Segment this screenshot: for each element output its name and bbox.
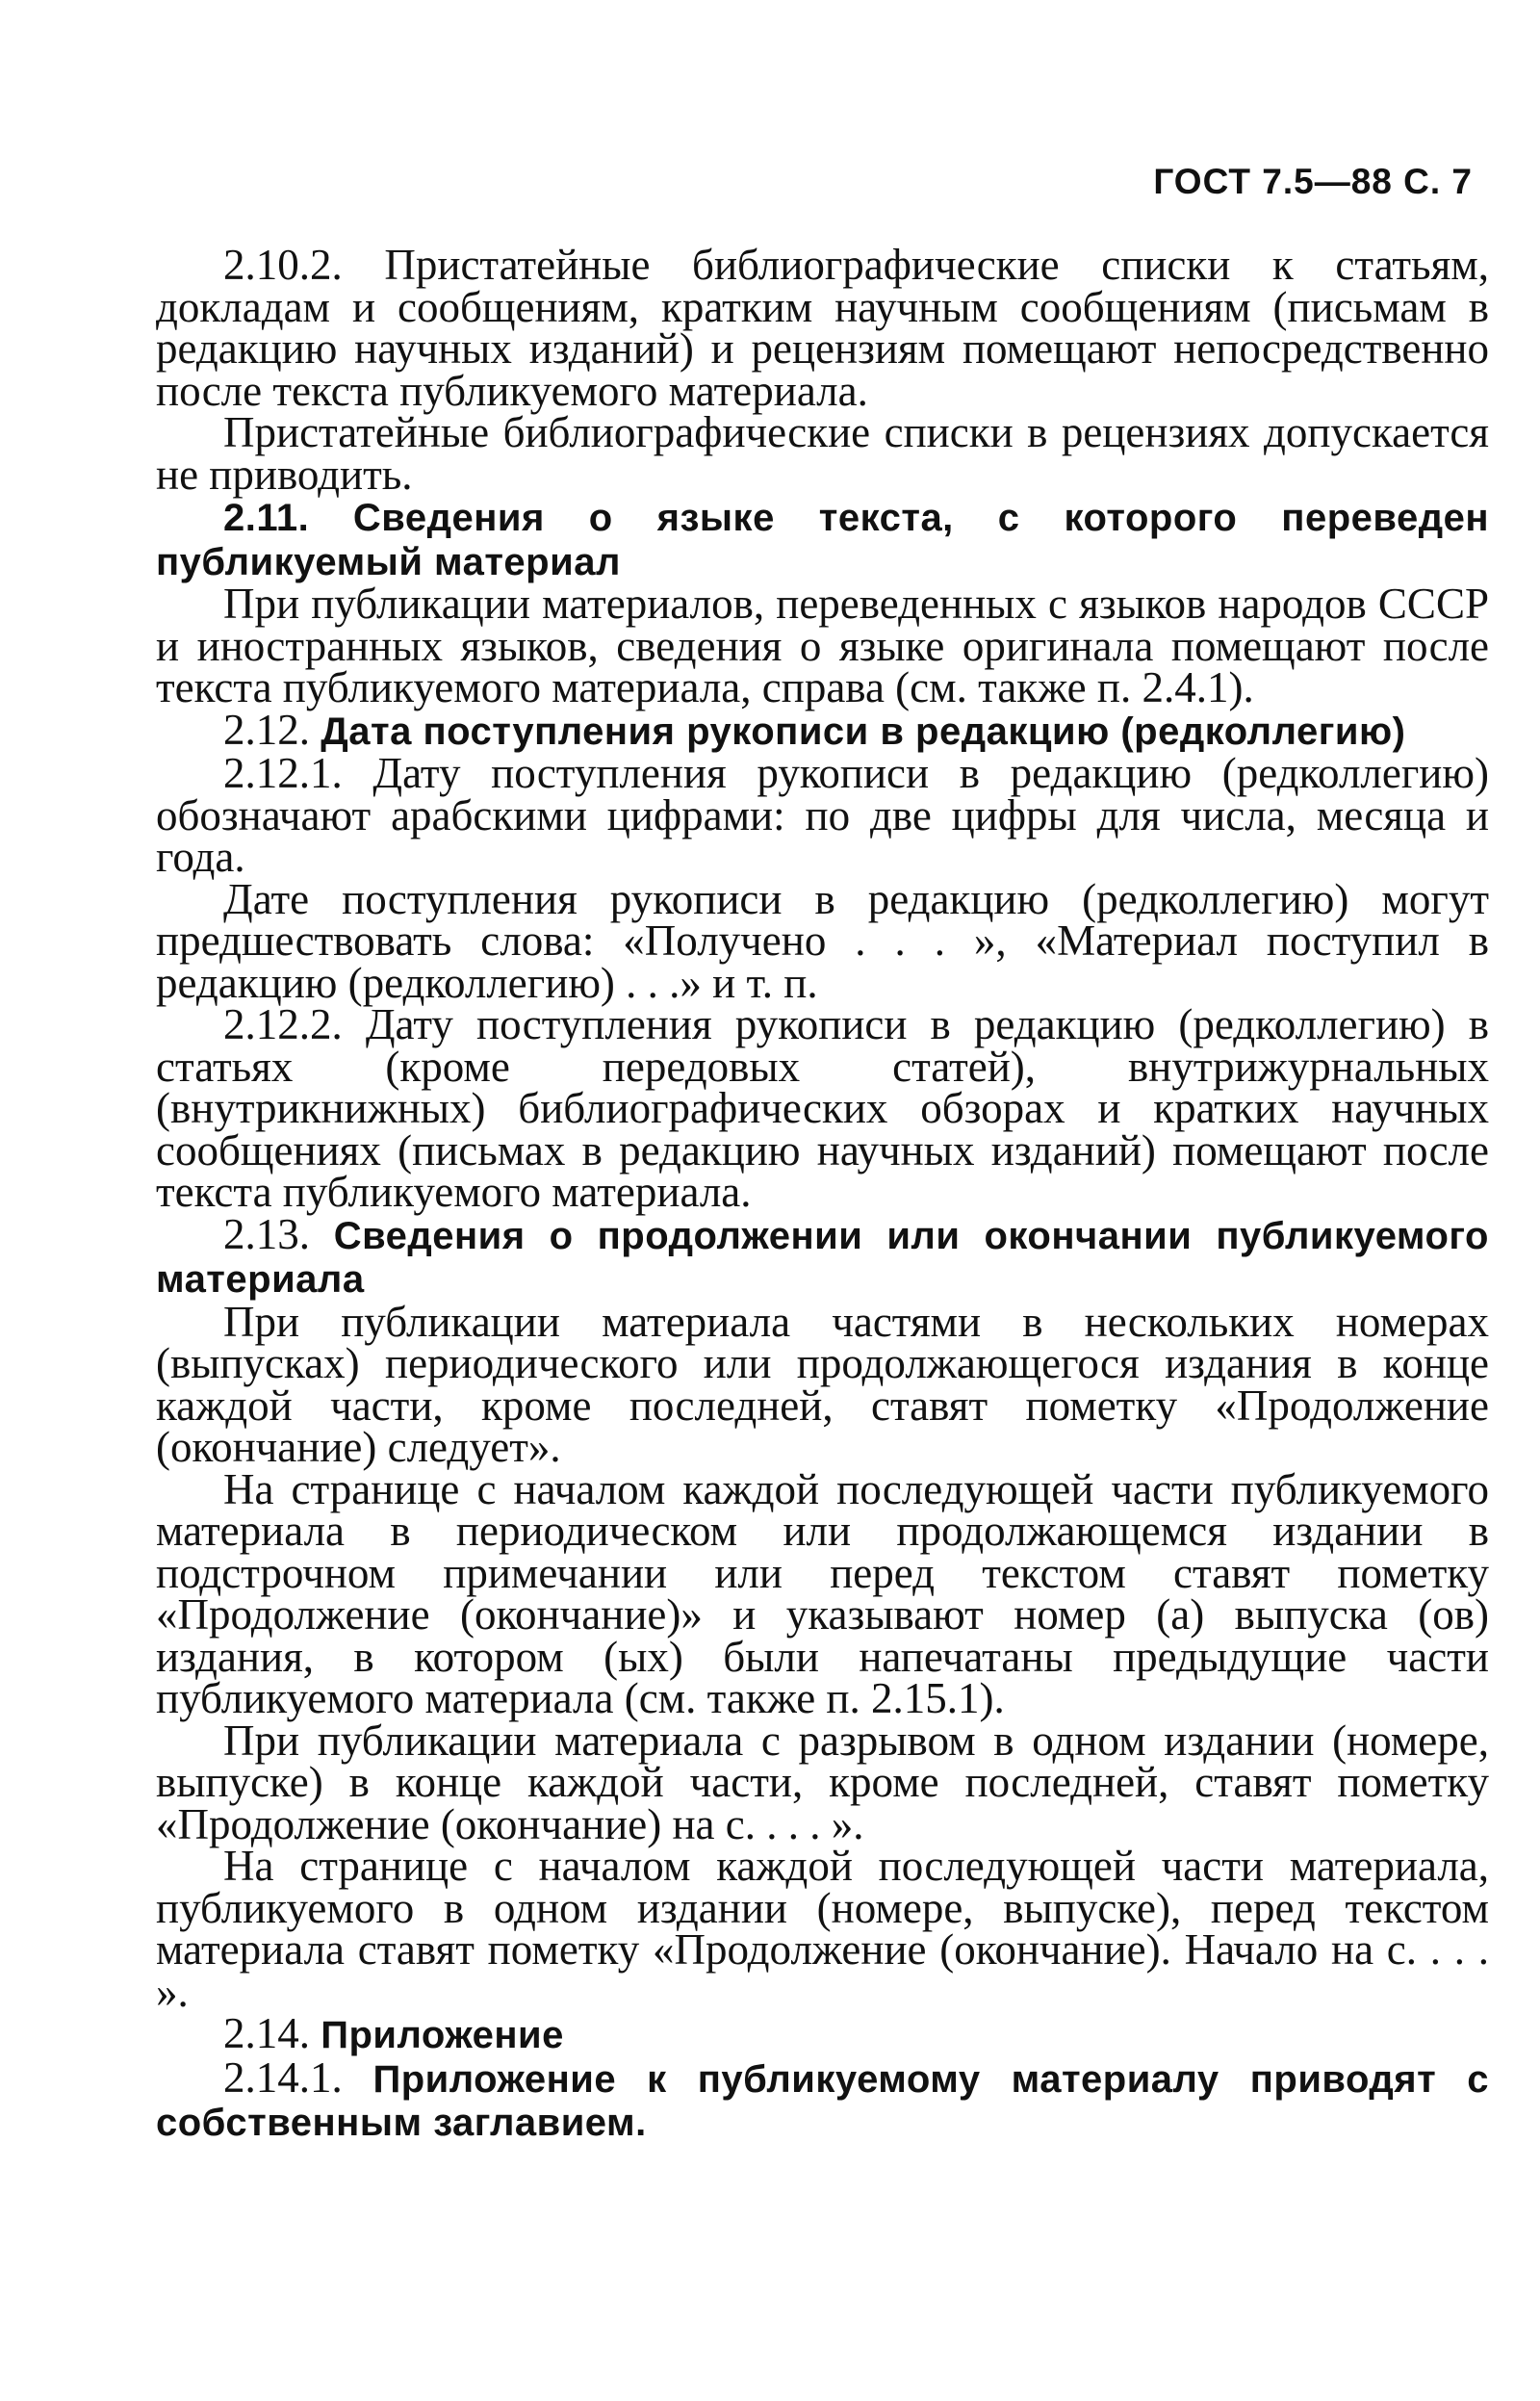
paragraph-continuation <box>156 580 1489 711</box>
paragraph-text: Дату поступления рукописи в редакцию (редколлегию) обозначают арабскими цифрами: по две цифры для числа, месяца и года. <box>156 749 1489 881</box>
section-number: 2.14. <box>223 2009 310 2057</box>
section-heading: Дата поступления рукописи в редакцию (редколлегию) <box>321 710 1406 753</box>
paragraph-text: На странице с началом каждой последующей части публикуемого материала в периодическом или продолжающемся издании в подстрочном примечании или перед текстом ставят пометку «Продолжение (окончание)» и указывают номер (а) выпуска (ов) издания, в котором (ых) были напечатаны предыдущие части публикуемого материала (см. также п. 2.15.1). <box>156 1464 1489 1722</box>
paragraph-text: При публикации материала с разрывом в одном издании (номере, выпуске) в конце каждой части, кроме последней, ставят пометку «Продолжение (окончание) на с. . . . ». <box>156 1716 1489 1848</box>
section-heading: Сведения о продолжении или окончании публикуемого материала <box>156 1214 1489 1301</box>
paragraph-heading: Приложение к публикуемому материалу приводят с собственным заглавием. <box>156 2057 1490 2144</box>
paragraph-text: При публикации материалов, переведенных с языков народов СССР и иностранных языков, сведения о языке оригинала помещают после текста публикуемого материала, справа (см. также п. 2.4.1). <box>156 580 1489 711</box>
running-header: ГОСТ 7.5—88 С. 7 <box>1153 162 1473 201</box>
paragraph-text: На странице с началом каждой последующей части материала, публикуемого в одном издании (номере, выпуске), перед текстом материала ставят пометку «Продолжение (окончание). Начало на с. . . . ». <box>156 1842 1489 2016</box>
paragraph-text: Пристатейные библиографические списки к статьям, докладам и сообщениям, кратким научным сообщениям (письмам в редакцию научных изданий) и рецензиям помещают непосредственно после текста публикуемого материала. <box>156 241 1489 415</box>
paragraph-2-10-2 <box>156 241 1489 415</box>
section-heading: Приложение <box>321 2014 564 2056</box>
paragraph-text: Дате поступления рукописи в редакцию (редколлегию) могут предшествовать слова: «Получено . . . », «Материал поступил в редакцию (редколлегию) . . .» и т. п. <box>156 874 1489 1007</box>
paragraph-continuation <box>156 1464 1489 1722</box>
paragraph-continuation <box>156 1297 1489 1471</box>
section-number: 2.11. <box>223 497 310 539</box>
paragraph-2-14-1 <box>156 2052 1490 2145</box>
section-heading-2-14 <box>156 2009 1489 2057</box>
paragraph-text: Пристатейные библиографические списки в рецензиях допускается не приводить. <box>156 408 1489 499</box>
paragraph-number: 2.10.2. <box>223 241 343 289</box>
section-heading-2-12 <box>156 705 1489 754</box>
document-body <box>156 241 1490 2145</box>
paragraph-text: При публикации материала частями в нескольких номерах (выпусках) периодического или продолжающегося издания в конце каждой части, кроме последней, ставят пометку «Продолжение (окончание) следует». <box>156 1297 1489 1471</box>
paragraph-number: 2.12.1. <box>223 749 343 797</box>
paragraph-2-12-1 <box>156 749 1489 881</box>
paragraph-number: 2.12.2. <box>223 1000 343 1048</box>
paragraph-text: Дату поступления рукописи в редакцию (редколлегию) в статьях (кроме передовых статей), внутрижурнальных (внутрикнижных) библиографических обзорах и кратких научных сообщениях (письмах в редакцию научных изданий) помещают после текста публикуемого материала. <box>156 1000 1489 1216</box>
paragraph-continuation <box>156 1842 1489 2016</box>
paragraph-continuation <box>156 874 1489 1007</box>
paragraph-number: 2.14.1. <box>223 2052 343 2102</box>
section-number: 2.13. <box>223 1209 310 1258</box>
section-heading: Сведения о языке текста, с которого переведен публикуемый материал <box>156 497 1489 583</box>
paragraph-continuation <box>156 408 1489 499</box>
paragraph-2-12-2 <box>156 1000 1489 1216</box>
section-heading-2-11 <box>156 496 1489 583</box>
section-number: 2.12. <box>223 705 310 754</box>
section-heading-2-13 <box>156 1209 1489 1302</box>
paragraph-continuation <box>156 1716 1489 1848</box>
